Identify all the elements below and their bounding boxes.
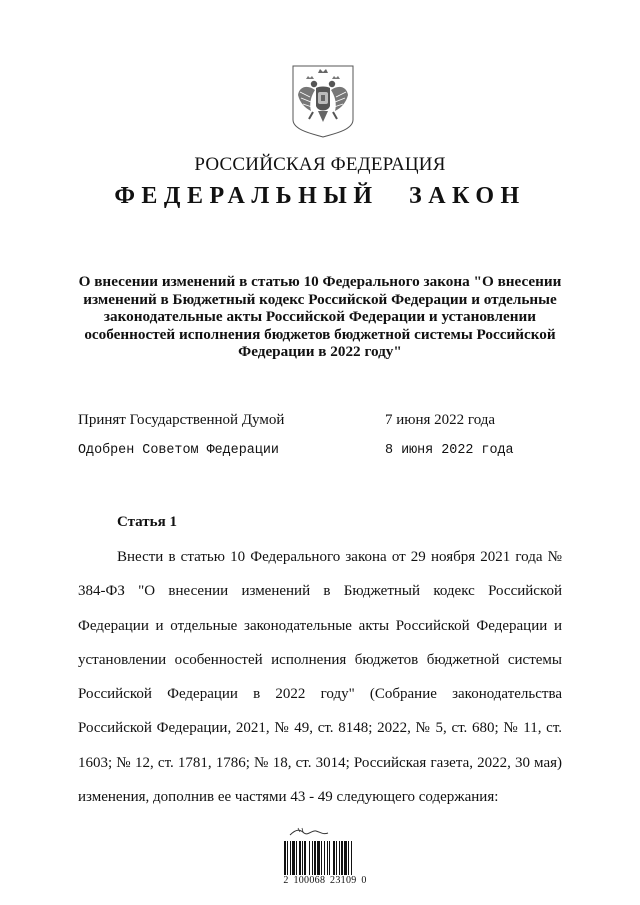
country-name: РОССИЙСКАЯ ФЕДЕРАЦИЯ [194, 154, 446, 175]
barcode-image [283, 841, 367, 875]
adoption-date: 8 июня 2022 года [385, 443, 514, 458]
adoption-label: Одобрен Советом Федерации [78, 443, 279, 458]
article-paragraph: Внести в статью 10 Федерального закона от 29 ноября 2021 года № 384-ФЗ "О внесении изменений в Бюджетный кодекс Российской Федерации и отдельные законодательные акты Российской Федерации и установлении особенностей исполнения бюджетов бюджетной системы Российской Федерации в 2022 году" (Собрание законодательства Российской Федерации, 2021, № 49, ст. 8148; 2022, № 5, ст. 680; № 11, ст. 1603; № 12, ст. 1781, 1786; № 18, ст. 3014; Российская газета, 2022, 30 мая) изменения, дополнив ее частями 43 - 49 следующего содержания: [78, 549, 562, 806]
adoption-label: Принят Государственной Думой [78, 412, 285, 428]
law-title: О внесении изменений в статью 10 Федерального закона "О внесении изменений в Бюджетный кодекс Российской Федерации и отдельные законодательные акты Российской Федерации и установлении особенностей исполнения бюджетов бюджетной системы Российской Федерации в 2022 году" [78, 273, 562, 360]
signature-mark-icon [286, 826, 356, 838]
article-heading: Статья 1 [117, 514, 177, 530]
barcode-number: 2 100068 23109 0 [283, 875, 367, 886]
adoption-date: 7 июня 2022 года [385, 412, 496, 428]
article-body [78, 540, 562, 814]
document-type: ФЕДЕРАЛЬНЫЙ ЗАКОН [114, 183, 526, 209]
coat-of-arms-icon [291, 64, 355, 138]
